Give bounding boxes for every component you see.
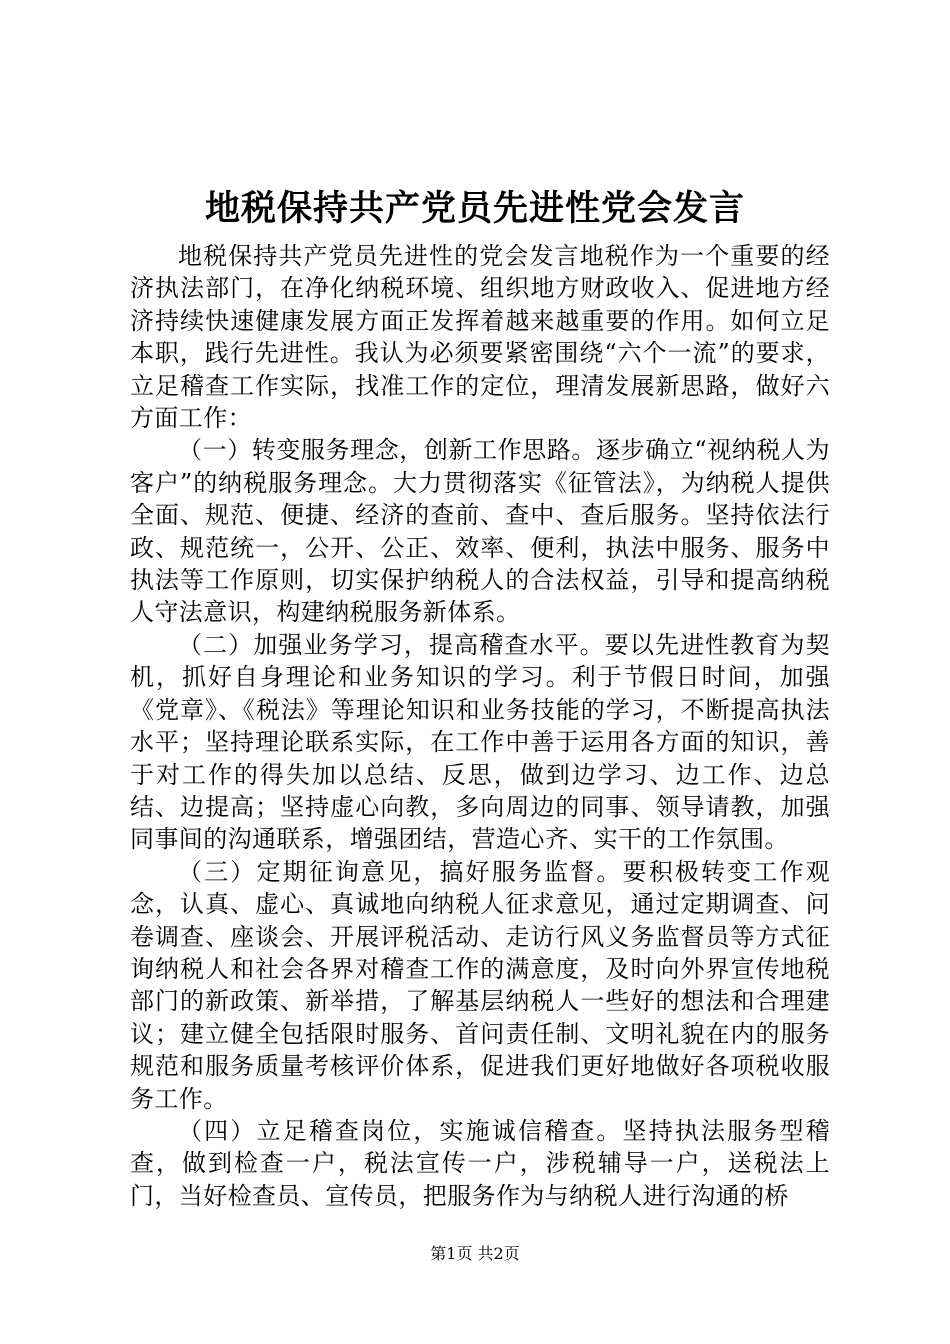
page-number-footer: 第1页 共2页 (430, 1244, 520, 1263)
paragraph-intro: 地税保持共产党员先进性的党会发言地税作为一个重要的经济执法部门，在净化纳税环境、组织地方财政收入、促进地方经济持续快速健康发展方面正发挥着越来越重要的作用。如何立足本职，践行先进性。我认为必须要紧密围绕“六个一流”的要求，立足稽查工作实际，找准工作的定位，理清发展新思路，做好六方面工作： (130, 242, 830, 433)
paragraph-section-2: （二）加强业务学习，提高稽查水平。要以先进性教育为契机，抓好自身理论和业务知识的学习。利于节假日时间，加强《党章》、《税法》等理论知识和业务技能的学习，不断提高执法水平；坚持理论联系实际，在工作中善于运用各方面的知识，善于对工作的得失加以总结、反思，做到边学习、边工作、边总结、边提高；坚持虚心向教，多向周边的同事、领导请教，加强同事间的沟通联系，增强团结，营造心齐、实干的工作氛围。 (130, 630, 830, 854)
paragraph-section-4: （四）立足稽查岗位，实施诚信稽查。坚持执法服务型稽查，做到检查一户，税法宣传一户，涉税辅导一户，送税法上门，当好检查员、宣传员，把服务作为与纳税人进行沟通的桥 (130, 1116, 830, 1210)
paragraph-section-1: （一）转变服务理念，创新工作思路。逐步确立“视纳税人为客户”的纳税服务理念。大力贯彻落实《征管法》，为纳税人提供全面、规范、便捷、经济的查前、查中、查后服务。坚持依法行政、规范统一，公开、公正、效率、便利，执法中服务、服务中执法等工作原则，切实保护纳税人的合法权益，引导和提高纳税人守法意识，构建纳税服务新体系。 (130, 436, 830, 627)
document-body (130, 240, 830, 1212)
paragraph-section-3: （三）定期征询意见，搞好服务监督。要积极转变工作观念，认真、虚心、真诚地向纳税人征求意见，通过定期调查、问卷调查、座谈会、开展评税活动、走访行风义务监督员等方式征询纳税人和社会各界对稽查工作的满意度，及时向外界宣传地税部门的新政策、新举措，了解基层纳税人一些好的想法和合理建议；建立健全包括限时服务、首问责任制、文明礼貌在内的服务规范和服务质量考核评价体系，促进我们更好地做好各项税收服务工作。 (130, 857, 830, 1113)
document-title: 地税保持共产党员先进性党会发言 (204, 188, 745, 229)
